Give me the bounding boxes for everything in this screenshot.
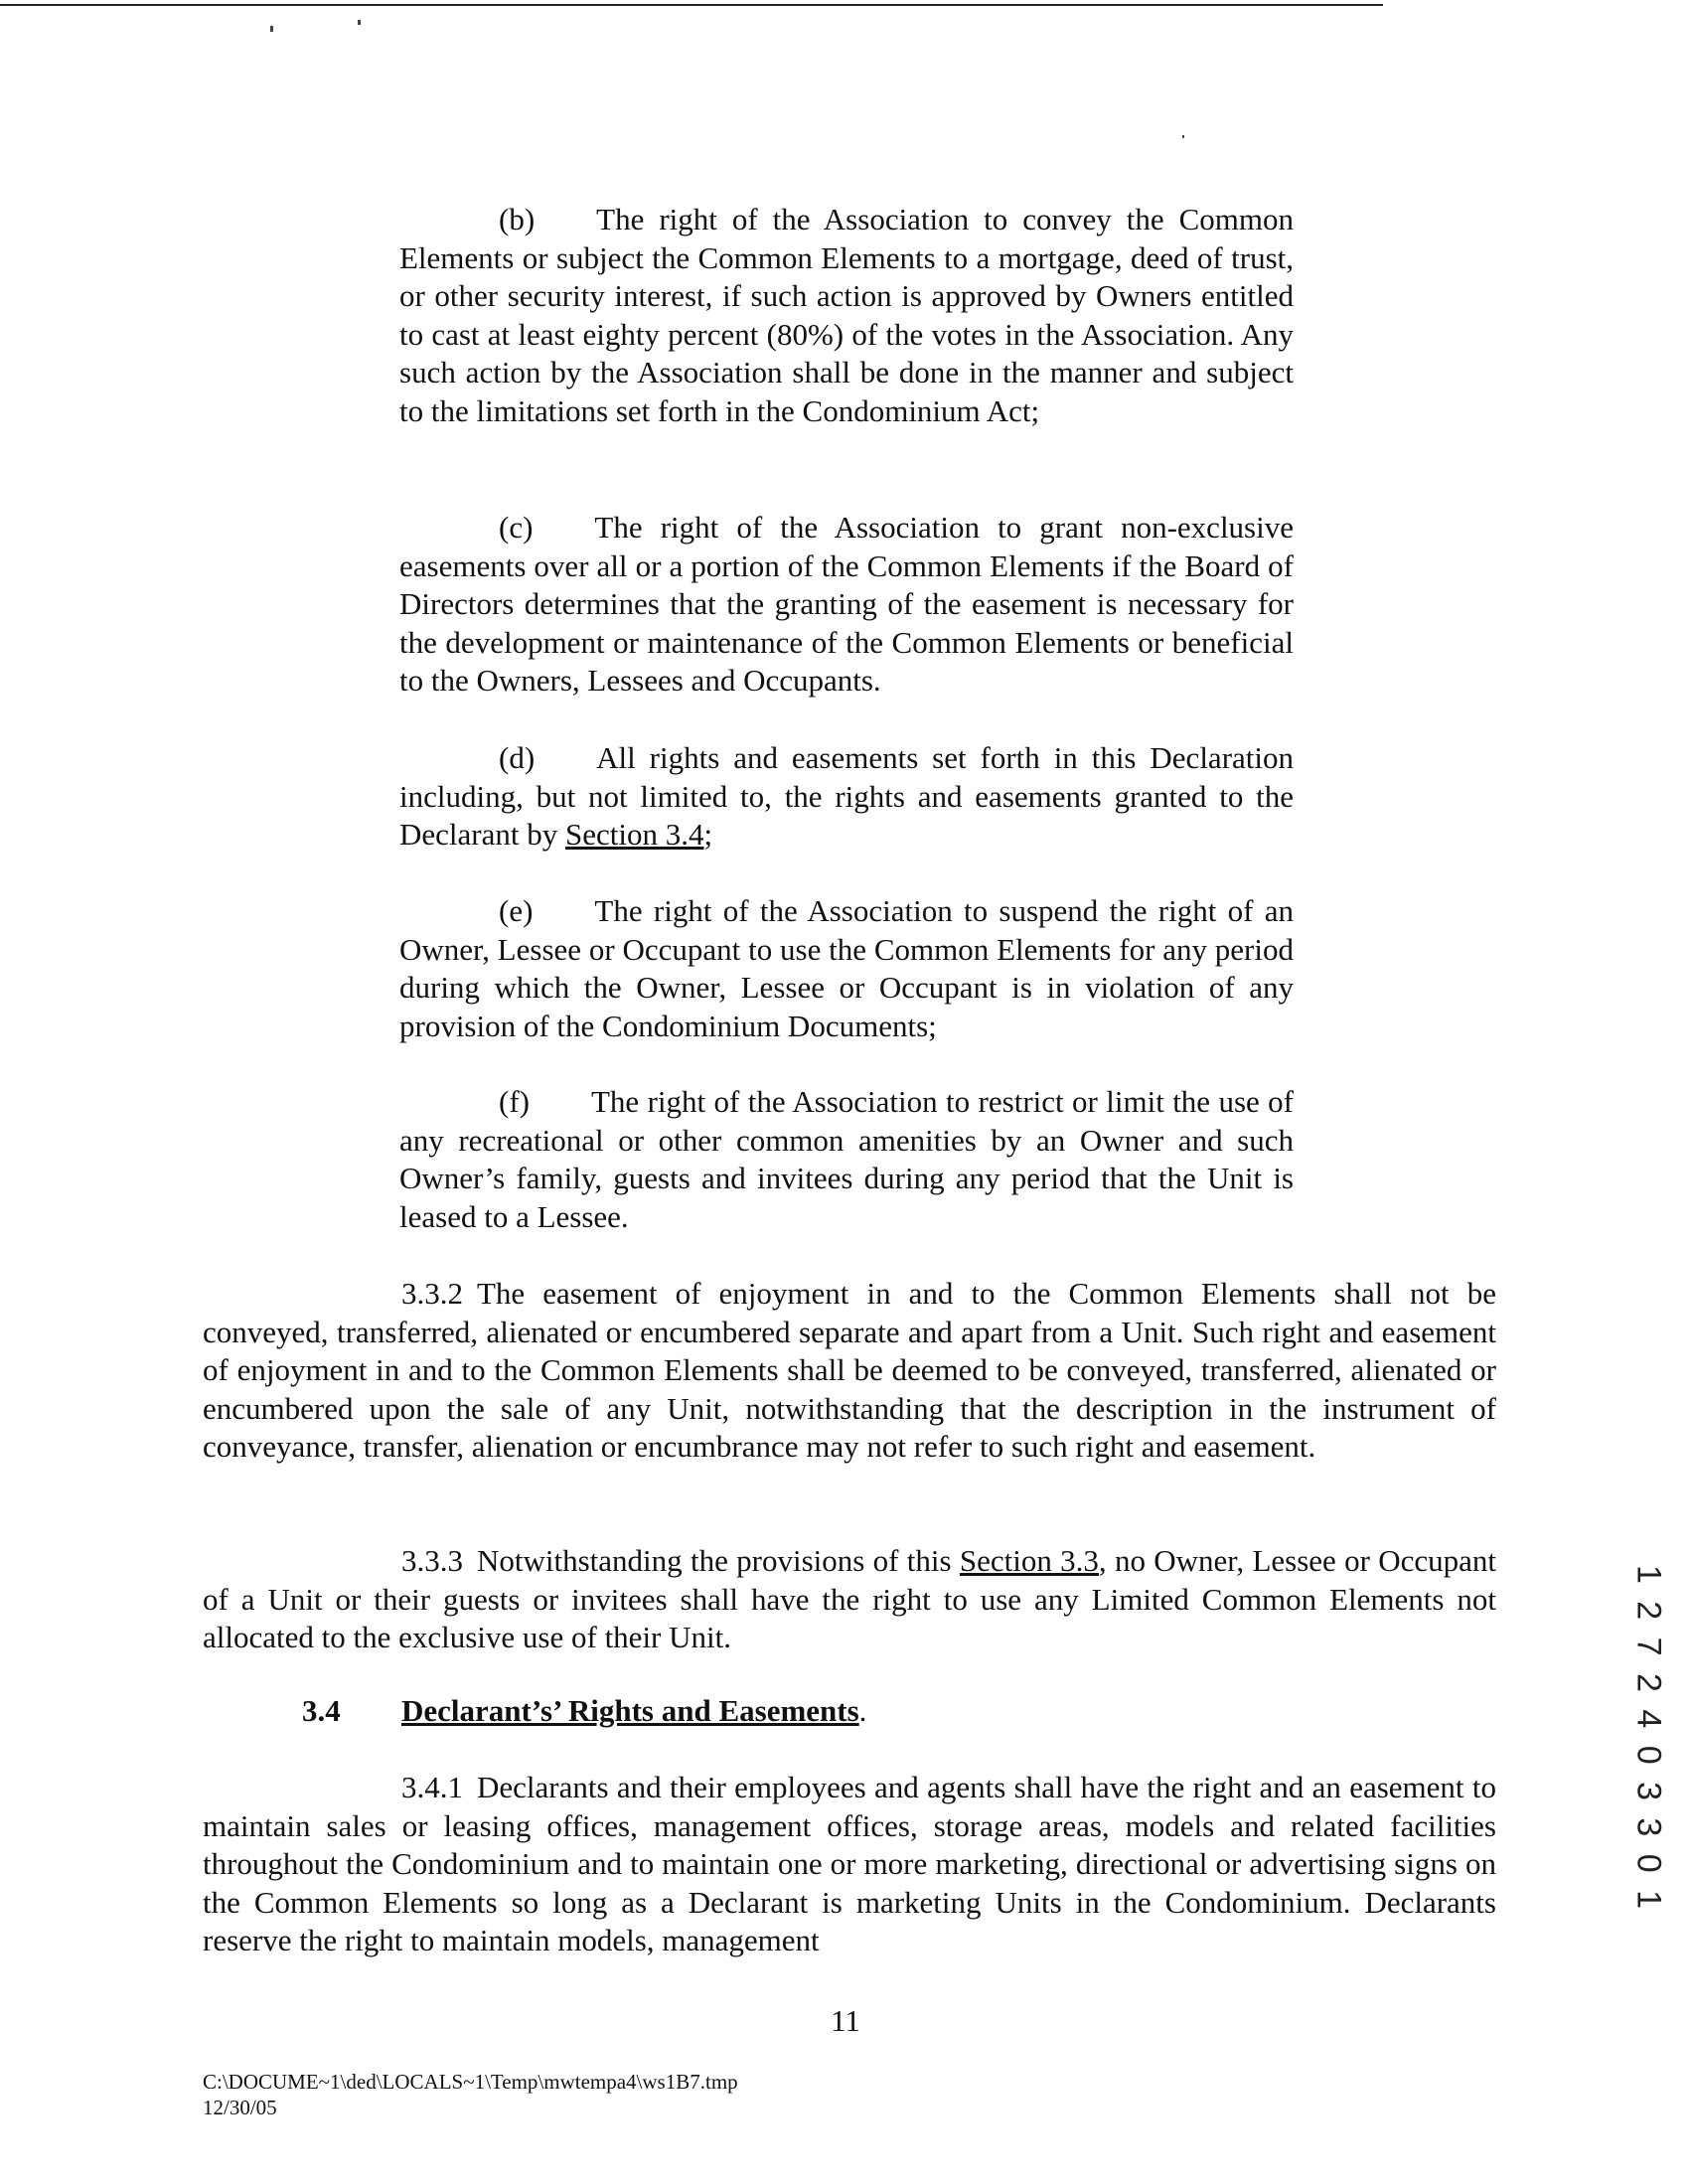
- section-3-3-3: [203, 1542, 1496, 1657]
- paragraph-e-label: (e): [499, 893, 534, 928]
- document-footer: [203, 2069, 738, 2120]
- scan-speck: [270, 26, 273, 32]
- scan-top-border: [0, 4, 1383, 6]
- paragraph-d: [399, 739, 1294, 855]
- paragraph-d-label: (d): [499, 740, 536, 775]
- page-number: 11: [831, 2003, 860, 2038]
- section-3-3-2: [203, 1275, 1496, 1467]
- paragraph-f: [399, 1083, 1294, 1236]
- recording-stamp: [1604, 1564, 1691, 1914]
- footer-date: 12/30/05: [203, 2096, 277, 2119]
- section-3-4-punct: .: [858, 1693, 867, 1728]
- paragraph-f-text: The right of the Association to restrict or limit the use of any recreational or other common amenities by an Owner and such Owner’s family, guests and invitees during any period that the Unit is leased to a Lessee.: [399, 1084, 1294, 1234]
- section-3-3-reference: Section 3.3: [959, 1543, 1099, 1578]
- section-3-3-3-number: 3.3.3: [401, 1543, 463, 1578]
- paragraph-f-label: (f): [499, 1084, 530, 1119]
- recording-stamp-number: 1 2 7 2 4 0 3 3 0 1: [1629, 1564, 1668, 1914]
- paragraph-e-text: The right of the Association to suspend the right of an Owner, Lessee or Occupant to use the Common Elements for any period during which the Owner, Lessee or Occupant is in violation of any provision of the Condominium Documents;: [399, 893, 1294, 1043]
- section-3-3-3-text-after: , no Owner, Lessee or Occupant of a Unit or their guests or invitees shall have the right to use any Limited Common Elements not allocated to the exclusive use of their Unit.: [203, 1543, 1496, 1654]
- scan-speck: [1182, 135, 1184, 138]
- paragraph-b-text: The right of the Association to convey the Common Elements or subject the Common Elements to a mortgage, deed of trust, or other security interest, if such action is approved by Owners entitled to cast at least eighty percent (80%) of the votes in the Association. Any such action by the Association shall be done in the manner and subject to the limitations set forth in the Condominium Act;: [399, 202, 1294, 428]
- section-3-4-heading: [302, 1693, 866, 1729]
- scan-speck: [358, 20, 361, 25]
- section-3-4-title: Declarant’s’ Rights and Easements: [401, 1693, 859, 1728]
- paragraph-b-label: (b): [499, 202, 536, 236]
- section-3-4-reference: Section 3.4: [564, 817, 704, 852]
- paragraph-c-label: (c): [499, 510, 534, 545]
- section-3-4-number: 3.4: [302, 1693, 341, 1728]
- section-3-3-2-text: The easement of enjoyment in and to the Common Elements shall not be conveyed, transferred, alienated or encumbered separate and apart from a Unit. Such right and easement of enjoyment in and to the Common Elements shall be deemed to be conveyed, transferred, alienated or encumbered upon the sale of any Unit, notwithstanding that the description in the instrument of conveyance, transfer, alienation or encumbrance may not refer to such right and easement.: [203, 1276, 1496, 1464]
- section-3-3-3-text-before: Notwithstanding the provisions of this: [477, 1543, 960, 1578]
- section-3-4-1-number: 3.4.1: [401, 1770, 463, 1804]
- section-3-4-1: [203, 1769, 1496, 1960]
- paragraph-e: [399, 892, 1294, 1045]
- paragraph-d-text: All rights and easements set forth in this Declaration including, but not limited to, the rights and easements granted to the Declarant by: [399, 740, 1294, 852]
- paragraph-b: [399, 201, 1294, 430]
- paragraph-d-suffix: ;: [703, 817, 713, 852]
- footer-file-path: C:\DOCUME~1\ded\LOCALS~1\Temp\mwtempa4\ws1B7.tmp: [203, 2070, 738, 2094]
- section-3-3-2-number: 3.3.2: [401, 1276, 463, 1311]
- paragraph-c-text: The right of the Association to grant non-exclusive easements over all or a portion of the Common Elements if the Board of Directors determines that the granting of the easement is necessary for the development or maintenance of the Common Elements or beneficial to the Owners, Lessees and Occupants.: [399, 510, 1294, 698]
- section-3-4-1-text: Declarants and their employees and agents shall have the right and an easement to maintain sales or leasing offices, management offices, storage areas, models and related facilities throughout the Condominium and to maintain one or more marketing, directional or advertising signs on the Common Elements so long as a Declarant is marketing Units in the Condominium. Declarants reserve the right to maintain models, management: [203, 1770, 1496, 1957]
- paragraph-c: [399, 509, 1294, 701]
